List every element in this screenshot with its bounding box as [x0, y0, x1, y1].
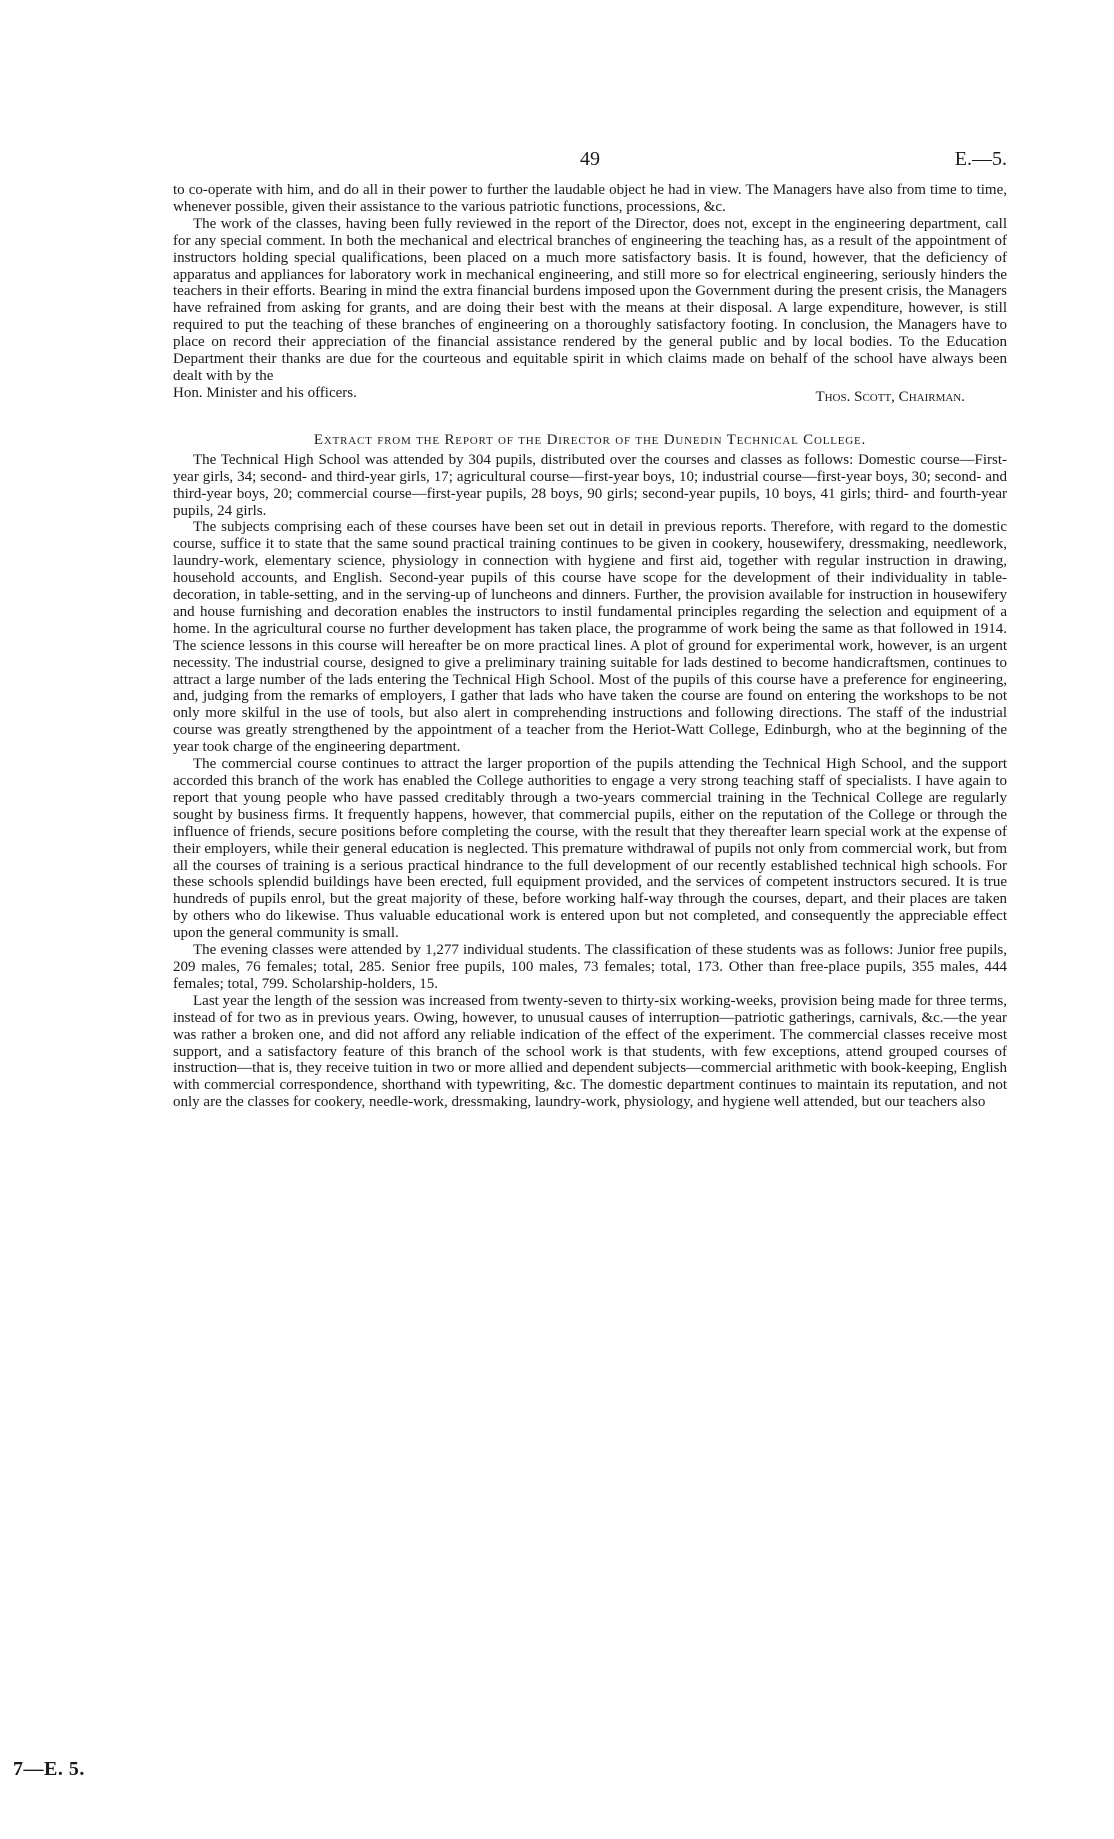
sheet-signature-code: 7—E. 5.: [13, 1758, 85, 1780]
chairman-signature: Thos. Scott, Chairman.: [815, 388, 965, 405]
page-header: [173, 148, 1007, 182]
page-number: 49: [580, 148, 600, 170]
document-page: [173, 148, 1007, 1111]
paragraph-continuation: to co-operate with him, and do all in their power to further the laudable object he had in view. The Managers have also from time to time, whenever possible, given their assistance to the various patriotic functions, processions, &c.: [173, 182, 1007, 215]
paragraph-engineering: The work of the classes, having been fully reviewed in the report of the Director, does not, except in the engineering department, call for any special comment. In both the mechanical and electrical branches of engineering the teaching has, as a result of the appointment of instructors holding special qualifications, been placed on a much more satisfactory basis. It is found, however, that the deficiency of apparatus and appliances for laboratory work in mechanical engineering, and still more so for electrical engineering, seriously hinders the teachers in their efforts. Bearing in mind the extra financial burdens imposed upon the Government during the present crisis, the Managers have refrained from asking for grants, and are doing their best with the means at their disposal. A large expenditure, however, is still required to put the teaching of these branches of engineering on a thoroughly satisfactory footing. In conclusion, the Managers have to place on record their appreciation of the financial assistance rendered by the general public and by local bodies. To the Education Department their thanks are due for the courteous and equitable spirit in which claims made on behalf of the school have always been dealt with by the: [173, 215, 1007, 384]
paragraph-commercial: The commercial course continues to attract the larger proportion of the pupils attending the Technical High School, and the support accorded this branch of the work has enabled the College authorities to engage a very strong teaching staff of specialists. I have again to report that young people who have passed creditably through a two-years commercial training in the Technical College are regularly sought by business firms. It frequently happens, however, that commercial pupils, either on the reputation of the College or through the influence of friends, secure positions before completing the course, with the result that they thereafter learn special work at the expense of their employers, while their general education is neglected. This premature withdrawal of pupils not only from commercial work, but from all the courses of training is a serious practical hindrance to the full development of our recently established technical high schools. For these schools splendid buildings have been erected, full equipment provided, and the services of competent instructors secured. It is true hundreds of pupils enrol, but the great majority of these, before working half-way through the courses, depart, and their places are taken by others who do likewise. Thus valuable educational work is entered upon but not completed, and consequently the appreciable effect upon the general community is small.: [173, 756, 1007, 942]
signature-line: [173, 384, 1007, 405]
paragraph-attendance: The Technical High School was attended by 304 pupils, distributed over the courses and classes as follows: Domestic course—First-year girls, 34; second- and third-year girls, 17; agricultural course—first-year boys, 10; industrial course—first-year boys, 30; second- and third-year boys, 20; commercial course—first-year pupils, 28 boys, 90 girls; second-year pupils, 10 boys, 41 girls; third- and fourth-year pupils, 24 girls.: [173, 451, 1007, 519]
paragraph-closing-line: Hon. Minister and his officers.: [173, 384, 357, 401]
paragraph-session: Last year the length of the session was increased from twenty-seven to thirty-six working-weeks, provision being made for three terms, instead of for two as in previous years. Owing, however, to unusual causes of interruption—patriotic gatherings, carnivals, &c.—the year was rather a broken one, and did not afford any reliable indication of the effect of the experiment. The commercial classes receive most support, and a satisfactory feature of this branch of the school work is that students, with few exceptions, attend grouped courses of instruction—that is, they receive tuition in two or more allied and dependent subjects—commercial arithmetic with book-keeping, English with commercial correspondence, shorthand with typewriting, &c. The domestic department continues to maintain its reputation, and not only are the classes for cookery, needle-work, dressmaking, laundry-work, physiology, and hygiene well attended, but our teachers also: [173, 992, 1007, 1111]
paragraph-courses: The subjects comprising each of these courses have been set out in detail in previous reports. Therefore, with regard to the domestic course, suffice it to state that the same sound practical training continues to be given in cookery, housewifery, dressmaking, needlework, laundry-work, elementary science, physiology in connection with hygiene and first aid, together with regular instruction in drawing, household accounts, and English. Second-year pupils of this course have scope for the development of their individuality in table-decoration, in table-setting, and in the serving-up of luncheons and dinners. Further, the provision available for instruction in housewifery and house furnishing and decoration enables the instructors to instil fundamental principles regarding the selection and equipment of a home. In the agricultural course no further development has taken place, the programme of work being the same as that followed in 1914. The science lessons in this course will hereafter be on more practical lines. A plot of ground for experimental work, however, is an urgent necessity. The industrial course, designed to give a preliminary training suitable for lads destined to become handicraftsmen, continues to attract a large number of the lads entering the Technical High School. Most of the pupils of this course have a preference for engineering, and, judging from the remarks of employers, I gather that lads who have taken the course are found on entering the workshops to be not only more skilful in the use of tools, but also alert in comprehending instructions and following directions. The staff of the industrial course was greatly strengthened by the appointment of a teacher from the Heriot-Watt College, Edinburgh, who at the beginning of the year took charge of the engineering department.: [173, 519, 1007, 756]
section-heading: Extract from the Report of the Director of the Dunedin Technical College.: [313, 431, 867, 448]
paragraph-evening-classes: The evening classes were attended by 1,277 individual students. The classification of these students was as follows: Junior free pupils, 209 males, 76 females; total, 285. Senior free pupils, 100 males, 73 females; total, 173. Other than free-place pupils, 355 males, 444 females; total, 799. Scholarship-holders, 15.: [173, 942, 1007, 992]
document-code: E.—5.: [954, 148, 1007, 170]
